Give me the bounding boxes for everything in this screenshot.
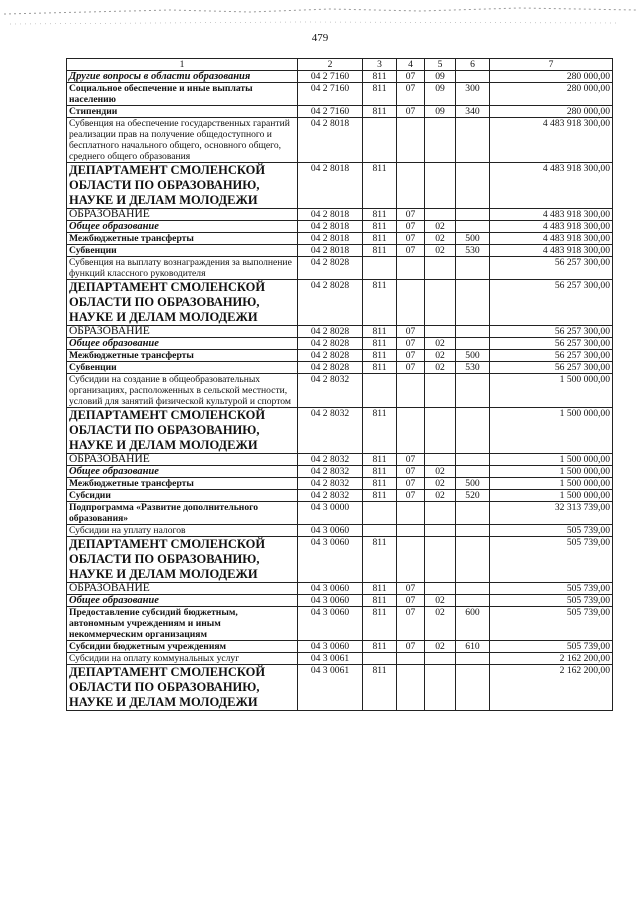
table-row [67, 374, 613, 408]
expense-type-cell [456, 525, 490, 537]
expense-type-cell: 340 [456, 106, 490, 118]
department-code-cell: 811 [363, 163, 397, 209]
department-code-cell: 811 [363, 537, 397, 583]
column-header: 1 [67, 59, 298, 71]
column-header-row [67, 59, 613, 71]
section-cell: 07 [397, 478, 425, 490]
expense-type-cell [456, 408, 490, 454]
section-cell [397, 525, 425, 537]
row-name-cell: ДЕПАРТАМЕНТ СМОЛЕНСКОЙ ОБЛАСТИ ПО ОБРАЗОВАНИЮ, НАУКЕ И ДЕЛАМ МОЛОДЕЖИ [67, 537, 298, 583]
amount-cell: 505 739,00 [490, 607, 613, 641]
target-article-cell: 04 2 8032 [298, 466, 363, 478]
subsection-cell [425, 653, 456, 665]
subsection-cell [425, 374, 456, 408]
department-code-cell: 811 [363, 106, 397, 118]
subsection-cell: 02 [425, 350, 456, 362]
target-article-cell: 04 2 8018 [298, 221, 363, 233]
row-name-cell: Субсидии на создание в общеобразовательных организациях, расположенных в сельской местности, условий для занятий физической культурой и спортом [67, 374, 298, 408]
amount-cell: 4 483 918 300,00 [490, 245, 613, 257]
amount-cell: 280 000,00 [490, 106, 613, 118]
expense-type-cell: 520 [456, 490, 490, 502]
department-code-cell: 811 [363, 221, 397, 233]
row-name-cell: Субсидии бюджетным учреждениям [67, 641, 298, 653]
row-name-cell: Межбюджетные трансферты [67, 478, 298, 490]
table-row [67, 595, 613, 607]
expense-type-cell [456, 502, 490, 525]
amount-cell: 505 739,00 [490, 595, 613, 607]
amount-cell: 1 500 000,00 [490, 466, 613, 478]
table-row [67, 466, 613, 478]
target-article-cell: 04 2 8032 [298, 490, 363, 502]
amount-cell: 4 483 918 300,00 [490, 118, 613, 163]
section-cell: 07 [397, 71, 425, 83]
department-code-cell [363, 653, 397, 665]
department-code-cell [363, 502, 397, 525]
department-code-cell: 811 [363, 665, 397, 711]
page-number: 479 [311, 32, 329, 44]
table-row [67, 490, 613, 502]
row-name-cell: Предоставление субсидий бюджетным, автономным учреждениям и иным некоммерческим организациям [67, 607, 298, 641]
row-name-cell: Общее образование [67, 221, 298, 233]
row-name-cell: ОБРАЗОВАНИЕ [67, 454, 298, 466]
section-cell: 07 [397, 233, 425, 245]
section-cell: 07 [397, 221, 425, 233]
amount-cell: 4 483 918 300,00 [490, 163, 613, 209]
expense-type-cell [456, 326, 490, 338]
subsection-cell: 02 [425, 478, 456, 490]
subsection-cell: 09 [425, 83, 456, 106]
amount-cell: 2 162 200,00 [490, 653, 613, 665]
target-article-cell: 04 3 0060 [298, 607, 363, 641]
subsection-cell [425, 257, 456, 280]
subsection-cell: 02 [425, 490, 456, 502]
expense-type-cell: 530 [456, 362, 490, 374]
subsection-cell: 02 [425, 233, 456, 245]
expense-type-cell [456, 338, 490, 350]
subsection-cell [425, 408, 456, 454]
table-row [67, 525, 613, 537]
budget-table [66, 58, 613, 711]
section-cell: 07 [397, 583, 425, 595]
target-article-cell: 04 2 8018 [298, 245, 363, 257]
section-cell: 07 [397, 466, 425, 478]
expense-type-cell [456, 257, 490, 280]
department-code-cell: 811 [363, 466, 397, 478]
row-name-cell: Субвенции [67, 245, 298, 257]
subsection-cell [425, 583, 456, 595]
section-cell [397, 257, 425, 280]
table-row [67, 209, 613, 221]
department-code-cell: 811 [363, 245, 397, 257]
department-code-cell: 811 [363, 71, 397, 83]
expense-type-cell [456, 209, 490, 221]
amount-cell: 1 500 000,00 [490, 374, 613, 408]
subsection-cell [425, 502, 456, 525]
target-article-cell: 04 2 8028 [298, 326, 363, 338]
table-row [67, 163, 613, 209]
column-header: 7 [490, 59, 613, 71]
section-cell: 07 [397, 454, 425, 466]
section-cell [397, 537, 425, 583]
amount-cell: 4 483 918 300,00 [490, 209, 613, 221]
target-article-cell: 04 3 0060 [298, 525, 363, 537]
target-article-cell: 04 2 8018 [298, 118, 363, 163]
row-name-cell: Подпрограмма «Развитие дополнительного образования» [67, 502, 298, 525]
target-article-cell: 04 2 8028 [298, 257, 363, 280]
table-row [67, 83, 613, 106]
section-cell: 07 [397, 641, 425, 653]
amount-cell: 505 739,00 [490, 537, 613, 583]
department-code-cell [363, 525, 397, 537]
row-name-cell: ДЕПАРТАМЕНТ СМОЛЕНСКОЙ ОБЛАСТИ ПО ОБРАЗОВАНИЮ, НАУКЕ И ДЕЛАМ МОЛОДЕЖИ [67, 280, 298, 326]
expense-type-cell [456, 537, 490, 583]
expense-type-cell: 600 [456, 607, 490, 641]
target-article-cell: 04 3 0000 [298, 502, 363, 525]
table-row [67, 537, 613, 583]
amount-cell: 56 257 300,00 [490, 326, 613, 338]
section-cell [397, 653, 425, 665]
row-name-cell: Субсидии на уплату налогов [67, 525, 298, 537]
table-row [67, 607, 613, 641]
amount-cell: 1 500 000,00 [490, 408, 613, 454]
row-name-cell: ОБРАЗОВАНИЕ [67, 209, 298, 221]
expense-type-cell: 610 [456, 641, 490, 653]
section-cell: 07 [397, 350, 425, 362]
target-article-cell: 04 3 0060 [298, 583, 363, 595]
row-name-cell: Межбюджетные трансферты [67, 233, 298, 245]
column-header: 4 [397, 59, 425, 71]
table-row [67, 362, 613, 374]
table-row [67, 118, 613, 163]
amount-cell: 56 257 300,00 [490, 338, 613, 350]
subsection-cell: 02 [425, 641, 456, 653]
target-article-cell: 04 3 0060 [298, 595, 363, 607]
row-name-cell: ДЕПАРТАМЕНТ СМОЛЕНСКОЙ ОБЛАСТИ ПО ОБРАЗОВАНИЮ, НАУКЕ И ДЕЛАМ МОЛОДЕЖИ [67, 665, 298, 711]
department-code-cell: 811 [363, 490, 397, 502]
expense-type-cell [456, 71, 490, 83]
scan-noise-header [0, 0, 640, 30]
amount-cell: 505 739,00 [490, 641, 613, 653]
table-row [67, 280, 613, 326]
section-cell [397, 374, 425, 408]
section-cell: 07 [397, 595, 425, 607]
table-row [67, 326, 613, 338]
row-name-cell: Социальное обеспечение и иные выплаты населению [67, 83, 298, 106]
department-code-cell: 811 [363, 362, 397, 374]
row-name-cell: Межбюджетные трансферты [67, 350, 298, 362]
section-cell [397, 408, 425, 454]
row-name-cell: Субвенции [67, 362, 298, 374]
section-cell: 07 [397, 607, 425, 641]
section-cell: 07 [397, 362, 425, 374]
target-article-cell: 04 2 8028 [298, 338, 363, 350]
amount-cell: 56 257 300,00 [490, 257, 613, 280]
expense-type-cell [456, 374, 490, 408]
column-header: 5 [425, 59, 456, 71]
section-cell: 07 [397, 326, 425, 338]
section-cell [397, 163, 425, 209]
target-article-cell: 04 2 8028 [298, 350, 363, 362]
table-row [67, 257, 613, 280]
section-cell [397, 502, 425, 525]
table-row [67, 106, 613, 118]
department-code-cell: 811 [363, 326, 397, 338]
amount-cell: 4 483 918 300,00 [490, 221, 613, 233]
expense-type-cell [456, 595, 490, 607]
subsection-cell: 02 [425, 466, 456, 478]
section-cell: 07 [397, 245, 425, 257]
department-code-cell: 811 [363, 478, 397, 490]
table-row [67, 583, 613, 595]
section-cell [397, 118, 425, 163]
amount-cell: 1 500 000,00 [490, 454, 613, 466]
table-row [67, 233, 613, 245]
target-article-cell: 04 2 7160 [298, 106, 363, 118]
subsection-cell: 02 [425, 595, 456, 607]
row-name-cell: Общее образование [67, 466, 298, 478]
table-row [67, 454, 613, 466]
row-name-cell: ДЕПАРТАМЕНТ СМОЛЕНСКОЙ ОБЛАСТИ ПО ОБРАЗОВАНИЮ, НАУКЕ И ДЕЛАМ МОЛОДЕЖИ [67, 408, 298, 454]
expense-type-cell: 500 [456, 478, 490, 490]
expense-type-cell [456, 665, 490, 711]
department-code-cell [363, 257, 397, 280]
subsection-cell [425, 280, 456, 326]
amount-cell: 280 000,00 [490, 83, 613, 106]
amount-cell: 505 739,00 [490, 583, 613, 595]
subsection-cell [425, 454, 456, 466]
subsection-cell [425, 163, 456, 209]
table-row [67, 408, 613, 454]
section-cell: 07 [397, 83, 425, 106]
department-code-cell: 811 [363, 83, 397, 106]
subsection-cell: 02 [425, 338, 456, 350]
expense-type-cell [456, 221, 490, 233]
section-cell: 07 [397, 490, 425, 502]
subsection-cell [425, 118, 456, 163]
expense-type-cell: 500 [456, 233, 490, 245]
expense-type-cell [456, 280, 490, 326]
target-article-cell: 04 2 8032 [298, 478, 363, 490]
subsection-cell: 02 [425, 607, 456, 641]
row-name-cell: Стипендии [67, 106, 298, 118]
department-code-cell: 811 [363, 350, 397, 362]
amount-cell: 505 739,00 [490, 525, 613, 537]
table-row [67, 478, 613, 490]
target-article-cell: 04 2 8032 [298, 374, 363, 408]
department-code-cell: 811 [363, 209, 397, 221]
expense-type-cell [456, 163, 490, 209]
expense-type-cell [456, 653, 490, 665]
row-name-cell: ОБРАЗОВАНИЕ [67, 583, 298, 595]
expense-type-cell: 300 [456, 83, 490, 106]
subsection-cell [425, 665, 456, 711]
department-code-cell [363, 374, 397, 408]
subsection-cell: 09 [425, 71, 456, 83]
expense-type-cell [456, 583, 490, 595]
target-article-cell: 04 2 8032 [298, 454, 363, 466]
table-row [67, 350, 613, 362]
subsection-cell: 02 [425, 245, 456, 257]
table-row [67, 653, 613, 665]
row-name-cell: Общее образование [67, 338, 298, 350]
amount-cell: 1 500 000,00 [490, 490, 613, 502]
table-row [67, 338, 613, 350]
department-code-cell: 811 [363, 454, 397, 466]
subsection-cell [425, 326, 456, 338]
amount-cell: 280 000,00 [490, 71, 613, 83]
column-header: 6 [456, 59, 490, 71]
section-cell: 07 [397, 209, 425, 221]
target-article-cell: 04 2 7160 [298, 71, 363, 83]
row-name-cell: Субвенция на обеспечение государственных гарантий реализации прав на получение общедоступного и бесплатного начального общего, основного общего, среднего общего образования [67, 118, 298, 163]
target-article-cell: 04 2 8018 [298, 163, 363, 209]
subsection-cell [425, 209, 456, 221]
table-row [67, 641, 613, 653]
subsection-cell: 02 [425, 362, 456, 374]
department-code-cell: 811 [363, 641, 397, 653]
section-cell [397, 280, 425, 326]
target-article-cell: 04 3 0061 [298, 665, 363, 711]
section-cell: 07 [397, 338, 425, 350]
target-article-cell: 04 2 8018 [298, 233, 363, 245]
target-article-cell: 04 2 8028 [298, 280, 363, 326]
department-code-cell: 811 [363, 233, 397, 245]
subsection-cell: 09 [425, 106, 456, 118]
expense-type-cell [456, 118, 490, 163]
target-article-cell: 04 3 0060 [298, 537, 363, 583]
section-cell [397, 665, 425, 711]
section-cell: 07 [397, 106, 425, 118]
row-name-cell: Субсидии на оплату коммунальных услуг [67, 653, 298, 665]
row-name-cell: Субсидии [67, 490, 298, 502]
row-name-cell: ДЕПАРТАМЕНТ СМОЛЕНСКОЙ ОБЛАСТИ ПО ОБРАЗОВАНИЮ, НАУКЕ И ДЕЛАМ МОЛОДЕЖИ [67, 163, 298, 209]
subsection-cell [425, 525, 456, 537]
amount-cell: 56 257 300,00 [490, 350, 613, 362]
target-article-cell: 04 2 8018 [298, 209, 363, 221]
table-row [67, 221, 613, 233]
budget-table-body [67, 59, 613, 711]
row-name-cell: Общее образование [67, 595, 298, 607]
amount-cell: 1 500 000,00 [490, 478, 613, 490]
expense-type-cell: 530 [456, 245, 490, 257]
table-row [67, 665, 613, 711]
amount-cell: 56 257 300,00 [490, 362, 613, 374]
department-code-cell: 811 [363, 408, 397, 454]
amount-cell: 2 162 200,00 [490, 665, 613, 711]
target-article-cell: 04 3 0061 [298, 653, 363, 665]
target-article-cell: 04 2 8032 [298, 408, 363, 454]
table-row [67, 71, 613, 83]
expense-type-cell [456, 466, 490, 478]
department-code-cell: 811 [363, 583, 397, 595]
expense-type-cell [456, 454, 490, 466]
department-code-cell: 811 [363, 595, 397, 607]
target-article-cell: 04 3 0060 [298, 641, 363, 653]
amount-cell: 4 483 918 300,00 [490, 233, 613, 245]
department-code-cell: 811 [363, 280, 397, 326]
row-name-cell: Другие вопросы в области образования [67, 71, 298, 83]
column-header: 2 [298, 59, 363, 71]
department-code-cell: 811 [363, 607, 397, 641]
amount-cell: 56 257 300,00 [490, 280, 613, 326]
column-header: 3 [363, 59, 397, 71]
expense-type-cell: 500 [456, 350, 490, 362]
row-name-cell: Субвенция на выплату вознаграждения за выполнение функций классного руководителя [67, 257, 298, 280]
department-code-cell: 811 [363, 338, 397, 350]
table-row [67, 245, 613, 257]
subsection-cell [425, 537, 456, 583]
target-article-cell: 04 2 8028 [298, 362, 363, 374]
table-row [67, 502, 613, 525]
row-name-cell: ОБРАЗОВАНИЕ [67, 326, 298, 338]
department-code-cell [363, 118, 397, 163]
target-article-cell: 04 2 7160 [298, 83, 363, 106]
subsection-cell: 02 [425, 221, 456, 233]
amount-cell: 32 313 739,00 [490, 502, 613, 525]
